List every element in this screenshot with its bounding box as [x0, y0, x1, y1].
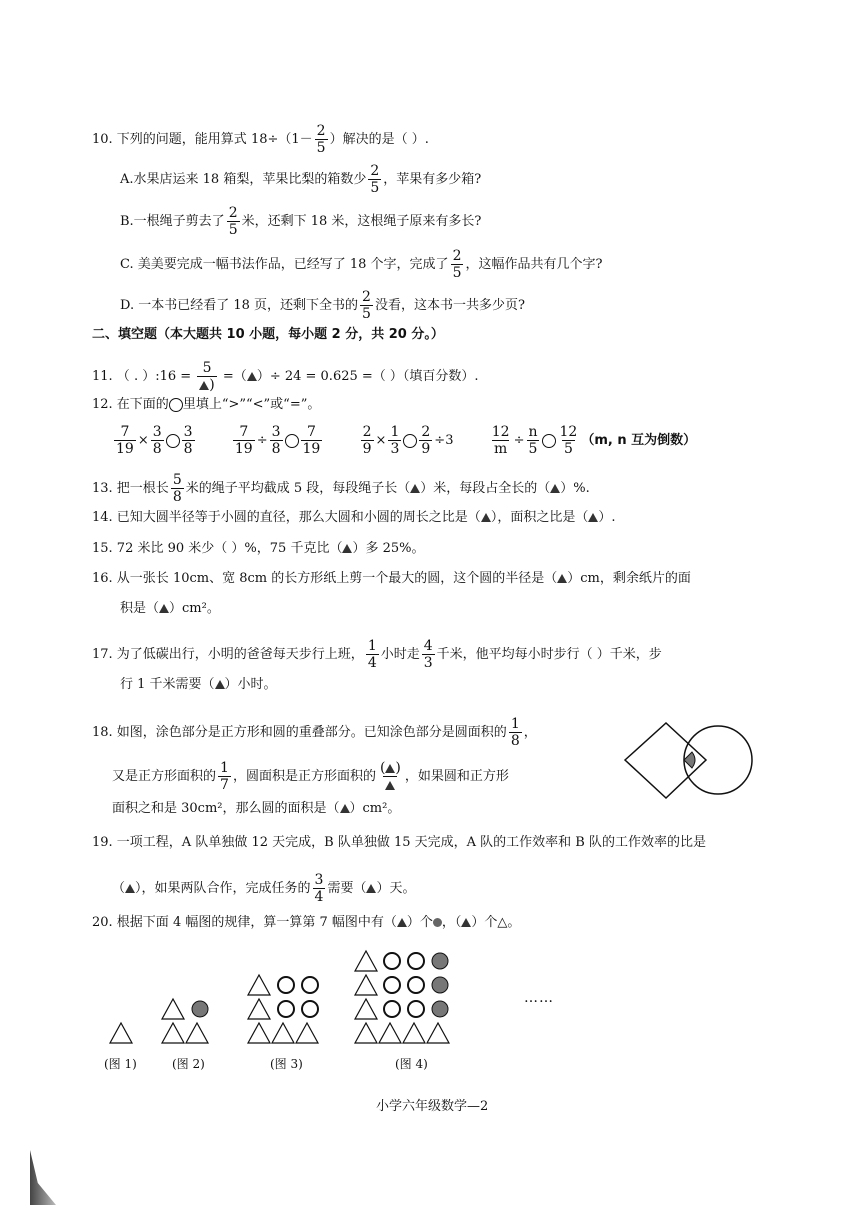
q14: 14. 已知大圆半径等于小圆的直径，那么大圆和小圆的周长之比是（ ），面积之比是（ ）. [92, 510, 616, 525]
q12-expr-1: $\frac{7}{19}$ × $\frac{3}{8}$ $\frac{3}{8}$ [116, 424, 193, 457]
compare-circle-icon [166, 434, 180, 448]
triangle-icon [272, 1023, 294, 1043]
q17-line1: 17. 为了低碳出行，小明的爸爸每天步行上班， $\frac{1}{4}$ 小时走 $\frac{4}{3}$ 千米，他平均每小时步行（ ）千米，步 [92, 638, 662, 671]
circle-icon [408, 1001, 424, 1017]
q12-expr-3: $\frac{2}{9}$ × $\frac{1}{3}$ $\frac{2}{9}$ ÷3 [362, 424, 454, 457]
triangle-icon [355, 999, 377, 1019]
q19-line1: 19. 一项工程，A 队单独做 12 天完成，B 队单独做 15 天完成，A 队的工作效率和 B 队的工作效率的比是 [92, 835, 706, 850]
q10-stem: 10. 下列的问题，能用算式 18÷（1－ $\frac{2}{5}$ ）解决的是（ ）. [92, 123, 429, 156]
circle-icon [302, 1001, 318, 1017]
figure-label-3: (图 3) [270, 1057, 303, 1071]
q12-stem: 12. 在下面的 里填上“>”“<”或“=”。 [92, 397, 321, 412]
q16-line2: 积是（ ）cm²。 [120, 601, 220, 616]
q18-line3: 面积之和是 30cm²，那么圆的面积是（ ）cm²。 [112, 801, 401, 816]
triangle-icon [355, 1023, 377, 1043]
fraction: $\frac{2}{5}$ [316, 123, 326, 156]
filled-circle-icon [192, 1001, 208, 1017]
circle-icon [278, 1001, 294, 1017]
q16-line1: 16. 从一张长 10cm、宽 8cm 的长方形纸上剪一个最大的圆，这个圆的半径是（ ）cm，剩余纸片的面 [92, 571, 691, 586]
circle-icon [384, 1001, 400, 1017]
q10-option-b: B.一根绳子剪去了 $\frac{2}{5}$ 米，还剩下 18 米，这根绳子原来有多长? [120, 205, 482, 238]
circle-icon [302, 977, 318, 993]
q18-line1: 18. 如图，涂色部分是正方形和圆的重叠部分。已知涂色部分是圆面积的 $\frac{1}{8}$ ， [92, 716, 537, 749]
triangle-icon [248, 975, 270, 995]
section-heading: 二、填空题（本大题共 10 小题，每小题 2 分，共 20 分。） [92, 327, 444, 342]
compare-circle-icon [403, 434, 417, 448]
q11: 11. （ . ）:16 = $\frac{5}{)}$ =（ ）÷ 24 = 0.625 =（ ）（填百分数）. [92, 360, 479, 393]
compare-circle-icon [169, 398, 183, 412]
q17-line2: 行 1 千米需要（ ）小时。 [120, 677, 277, 692]
q18-line2: 又是正方形面积的 $\frac{1}{7}$ ，圆面积是正方形面积的 ( ) ，如果圆和正方形 [112, 760, 509, 793]
triangle-icon [427, 1023, 449, 1043]
triangle-icon [296, 1023, 318, 1043]
filled-circle-icon [433, 918, 442, 927]
figure-label-1: (图 1) [104, 1057, 137, 1071]
q15: 15. 72 米比 90 米少（ ）%，75 千克比（ ）多 25%。 [92, 541, 425, 556]
q10-option-a: A.水果店运来 18 箱梨，苹果比梨的箱数少 $\frac{2}{5}$ ，苹果有多少箱? [120, 163, 482, 196]
answer-mark-icon [247, 372, 257, 381]
triangle-icon [186, 1023, 208, 1043]
q10-option-d: D. 一本书已经看了 18 页，还剩下全书的 $\frac{2}{5}$ 没看，这本书一共多少页? [120, 289, 525, 322]
figure-label-4: (图 4) [395, 1057, 428, 1071]
triangle-icon [248, 1023, 270, 1043]
filled-circle-icon [432, 1001, 448, 1017]
triangle-icon [403, 1023, 425, 1043]
triangle-icon [110, 1023, 132, 1043]
triangle-icon [248, 999, 270, 1019]
answer-mark-icon [199, 381, 209, 390]
q19-line2: （ ），如果两队合作，完成任务的 $\frac{3}{4}$ 需要（ ）天。 [112, 872, 416, 905]
pattern-figures [100, 945, 580, 1050]
filled-circle-icon [432, 953, 448, 969]
ellipsis: …… [524, 990, 554, 1006]
triangle-icon [379, 1023, 401, 1043]
triangle-icon [162, 999, 184, 1019]
figure-label-2: (图 2) [172, 1057, 205, 1071]
circle-icon [408, 953, 424, 969]
triangle-icon [355, 975, 377, 995]
compare-circle-icon [285, 434, 299, 448]
scan-shadow [30, 1150, 56, 1205]
overlap-shaded-region [684, 752, 695, 768]
page-footer: 小学六年级数学—2 [376, 1099, 489, 1114]
compare-circle-icon [542, 434, 556, 448]
triangle-icon [162, 1023, 184, 1043]
q12-expressions [112, 424, 696, 457]
q10-option-c: C. 美美要完成一幅书法作品，已经写了 18 个字，完成了 $\frac{2}{5}$ ，这幅作品共有几个字? [120, 248, 603, 281]
triangle-icon [355, 951, 377, 971]
square-circle-figure [620, 718, 755, 800]
circle-icon [384, 953, 400, 969]
circle-icon [384, 977, 400, 993]
filled-circle-icon [432, 977, 448, 993]
q12-expr-4: $\frac{12}{m}$ ÷ $\frac{n}{5}$ $\frac{12}{5}$ （m, n 互为倒数） [491, 424, 697, 457]
circle-icon [278, 977, 294, 993]
q13: 13. 把一根长 $\frac{5}{8}$ 米的绳子平均截成 5 段，每段绳子长（ ）米，每段占全长的（ ）%. [92, 472, 590, 505]
q12-expr-2: $\frac{7}{19}$ ÷ $\frac{3}{8}$ $\frac{7}{19}$ [234, 424, 321, 457]
circle-icon [408, 977, 424, 993]
q20: 20. 根据下面 4 幅图的规律，算一算第 7 幅图中有（ ）个 ，（ ）个△。 [92, 915, 521, 930]
